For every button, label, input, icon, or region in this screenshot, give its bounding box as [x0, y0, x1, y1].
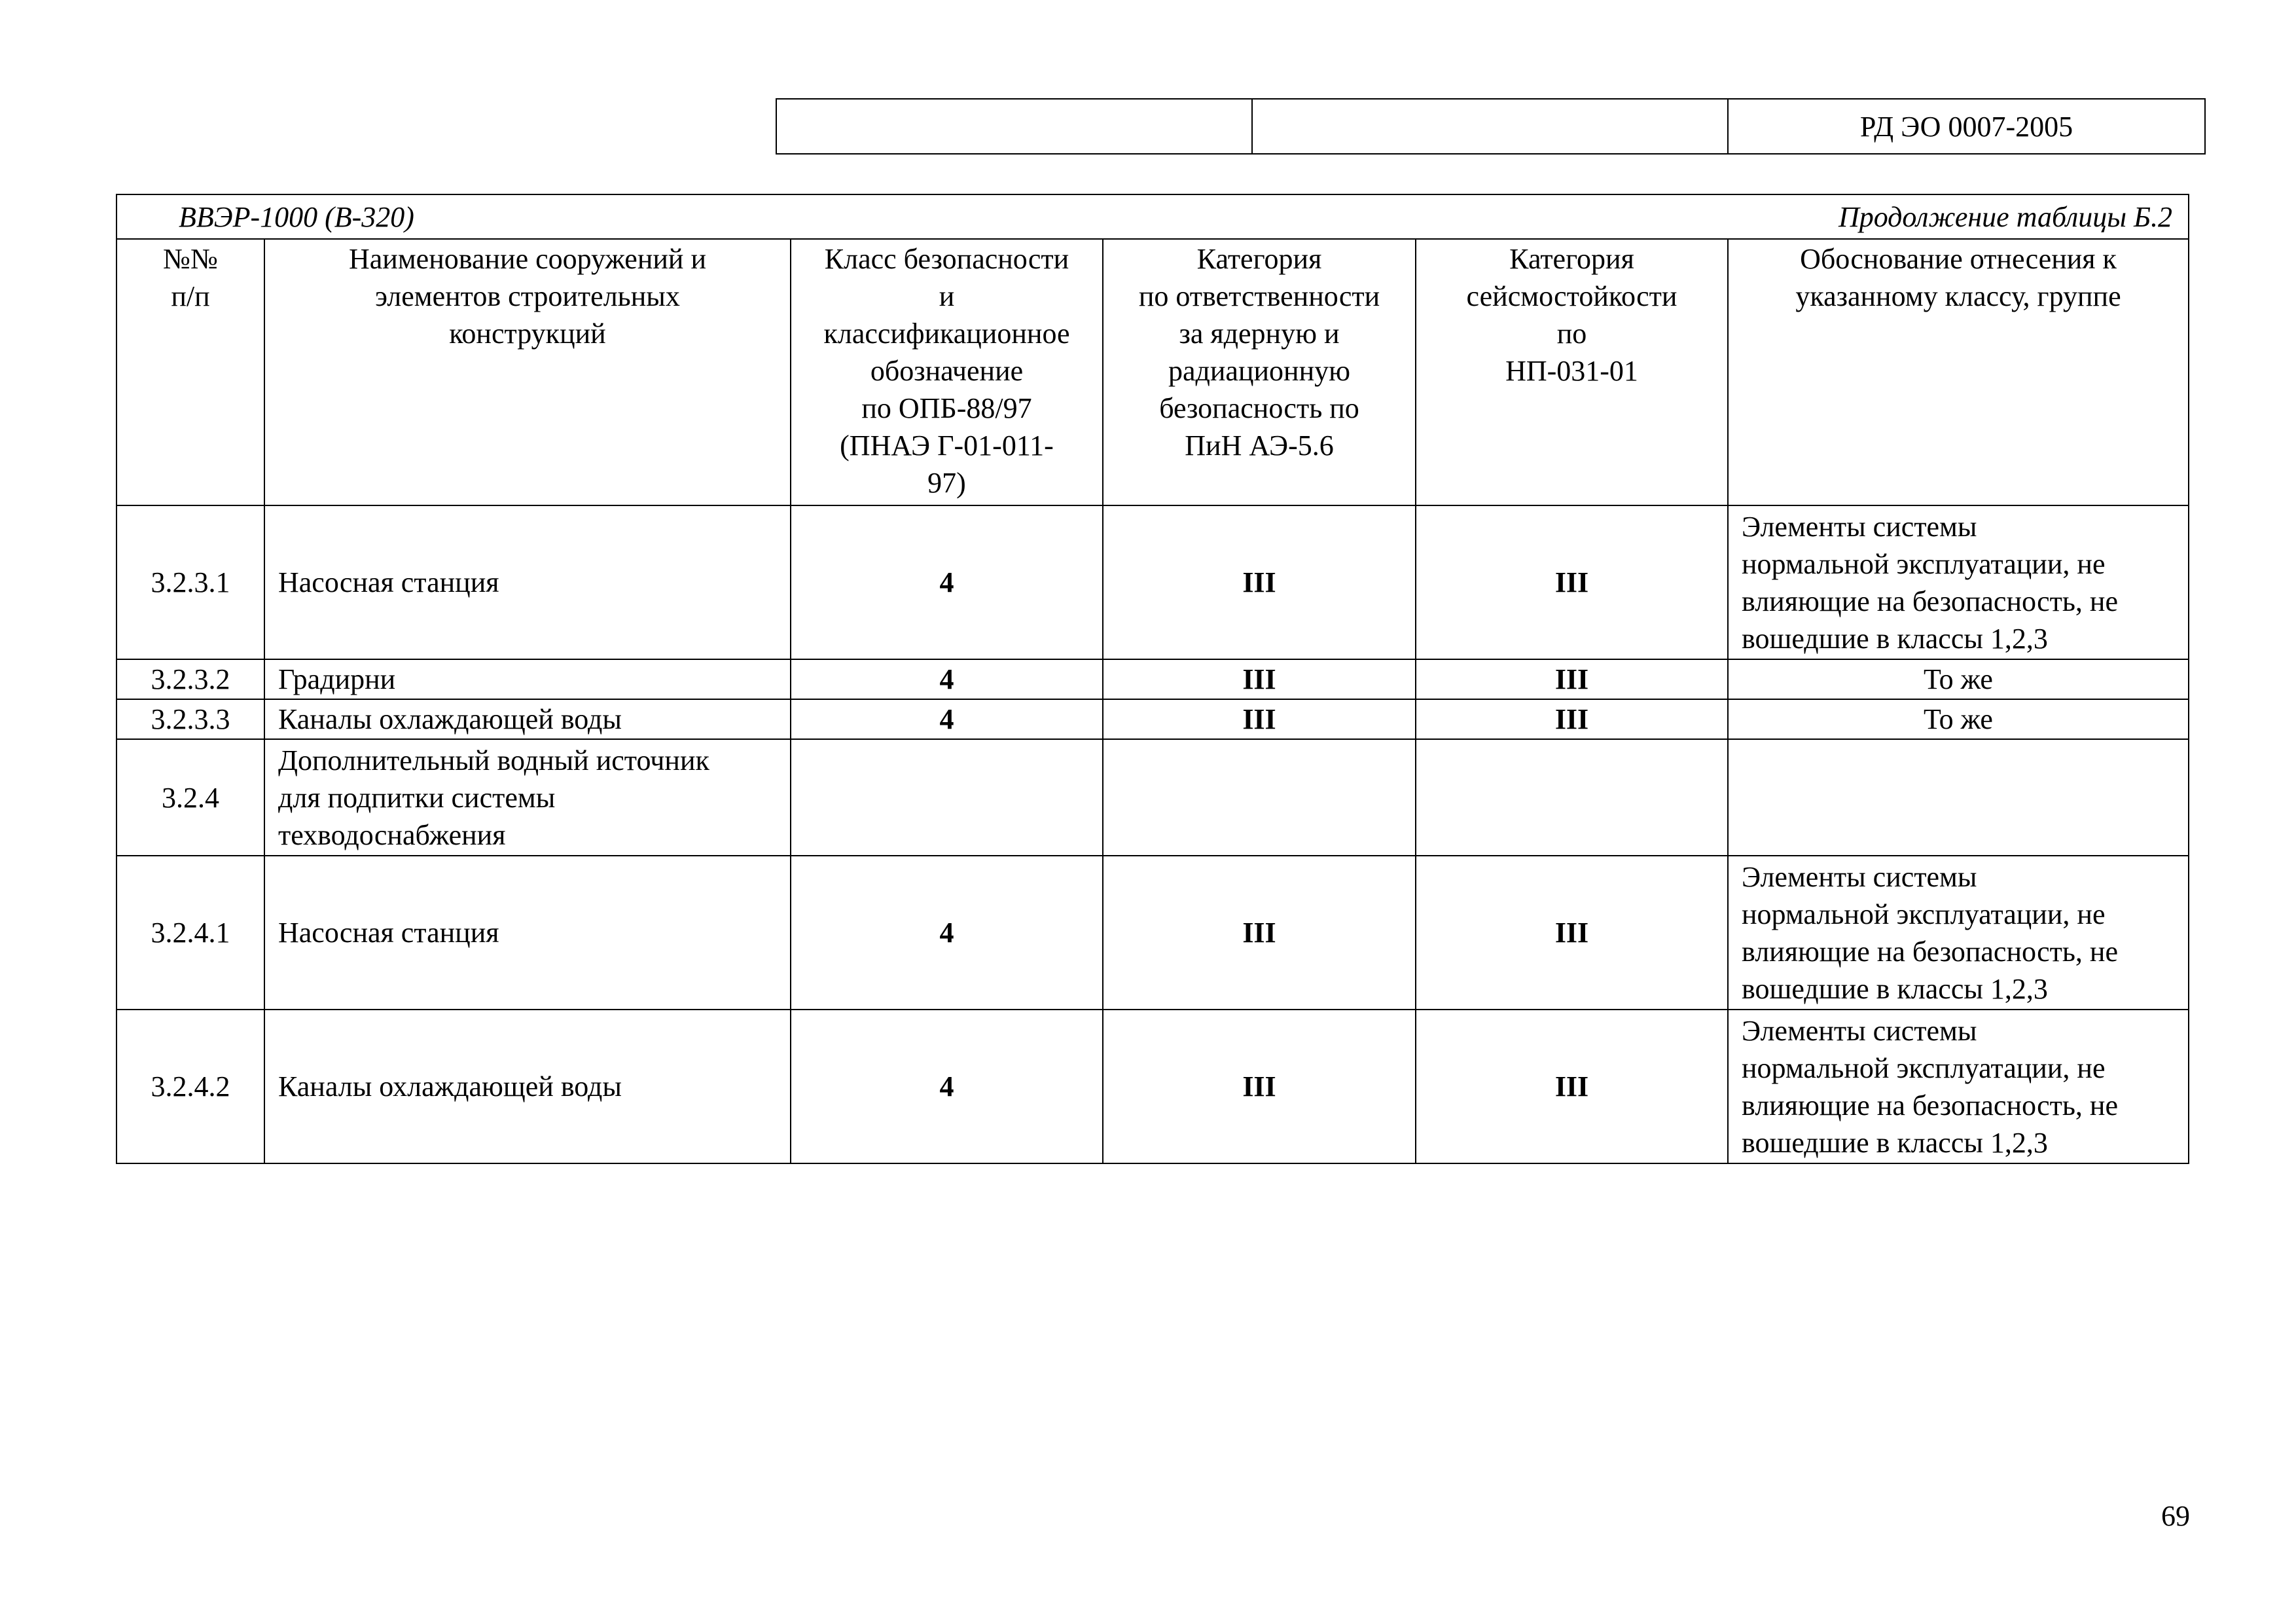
- row-justification: То же: [1728, 659, 2189, 699]
- row-number: 3.2.4: [117, 739, 264, 856]
- table-row: [117, 505, 2189, 659]
- row-justification: Элементы системы нормальной эксплуатации, не влияющие на безопасность, не вошедшие в классы 1,2,3: [1728, 1010, 2189, 1163]
- column-header-responsibility-category: Категория по ответственности за ядерную и радиационную безопасность по ПиН АЭ-5.6: [1103, 239, 1416, 505]
- column-header-name: Наименование сооружений и элементов строительных конструкций: [264, 239, 791, 505]
- row-responsibility-category: [1103, 739, 1416, 856]
- row-name: Дополнительный водный источник для подпитки системы техводоснабжения: [264, 739, 791, 856]
- row-safety-class: 4: [791, 505, 1103, 659]
- row-safety-class: 4: [791, 856, 1103, 1010]
- page-number: 69: [2161, 1500, 2190, 1532]
- column-header-number: №№ п/п: [117, 239, 264, 505]
- row-number: 3.2.4.2: [117, 1010, 264, 1163]
- table-row: [117, 856, 2189, 1010]
- table-row: [117, 659, 2189, 699]
- reactor-type-caption: ВВЭР-1000 (В-320): [179, 200, 414, 233]
- row-seismic-category: III: [1416, 505, 1728, 659]
- column-header-justification: Обоснование отнесения к указанному классу, группе: [1728, 239, 2189, 505]
- row-name: Каналы охлаждающей воды: [264, 1010, 791, 1163]
- table-row: [117, 1010, 2189, 1163]
- header-stamp: [776, 98, 2206, 155]
- row-name: Насосная станция: [264, 505, 791, 659]
- table-header-row: [117, 239, 2189, 505]
- row-responsibility-category: III: [1103, 1010, 1416, 1163]
- row-responsibility-category: III: [1103, 856, 1416, 1010]
- stamp-cell-1: [776, 99, 1252, 154]
- row-seismic-category: [1416, 739, 1728, 856]
- table-row: [117, 699, 2189, 739]
- row-seismic-category: III: [1416, 659, 1728, 699]
- table-caption-row: [117, 194, 2189, 239]
- row-safety-class: 4: [791, 699, 1103, 739]
- stamp-cell-2: [1252, 99, 1728, 154]
- table-continuation-caption: Продолжение таблицы Б.2: [1838, 200, 2172, 233]
- row-safety-class: 4: [791, 659, 1103, 699]
- row-justification: Элементы системы нормальной эксплуатации, не влияющие на безопасность, не вошедшие в классы 1,2,3: [1728, 505, 2189, 659]
- row-name: Насосная станция: [264, 856, 791, 1010]
- row-number: 3.2.3.1: [117, 505, 264, 659]
- row-safety-class: 4: [791, 1010, 1103, 1163]
- document-code: РД ЭО 0007-2005: [1728, 99, 2205, 154]
- column-header-seismic-category: Категория сейсмостойкости по НП-031-01: [1416, 239, 1728, 505]
- column-header-safety-class: Класс безопасности и классификационное обозначение по ОПБ-88/97 (ПНАЭ Г-01-011- 97): [791, 239, 1103, 505]
- row-number: 3.2.3.2: [117, 659, 264, 699]
- row-justification: То же: [1728, 699, 2189, 739]
- row-name: Градирни: [264, 659, 791, 699]
- row-seismic-category: III: [1416, 699, 1728, 739]
- row-seismic-category: III: [1416, 1010, 1728, 1163]
- row-number: 3.2.3.3: [117, 699, 264, 739]
- table-row: [117, 739, 2189, 856]
- row-name: Каналы охлаждающей воды: [264, 699, 791, 739]
- row-justification: [1728, 739, 2189, 856]
- row-responsibility-category: III: [1103, 699, 1416, 739]
- row-number: 3.2.4.1: [117, 856, 264, 1010]
- row-seismic-category: III: [1416, 856, 1728, 1010]
- row-responsibility-category: III: [1103, 659, 1416, 699]
- row-safety-class: [791, 739, 1103, 856]
- row-justification: Элементы системы нормальной эксплуатации, не влияющие на безопасность, не вошедшие в классы 1,2,3: [1728, 856, 2189, 1010]
- classification-table: [116, 194, 2189, 1164]
- row-responsibility-category: III: [1103, 505, 1416, 659]
